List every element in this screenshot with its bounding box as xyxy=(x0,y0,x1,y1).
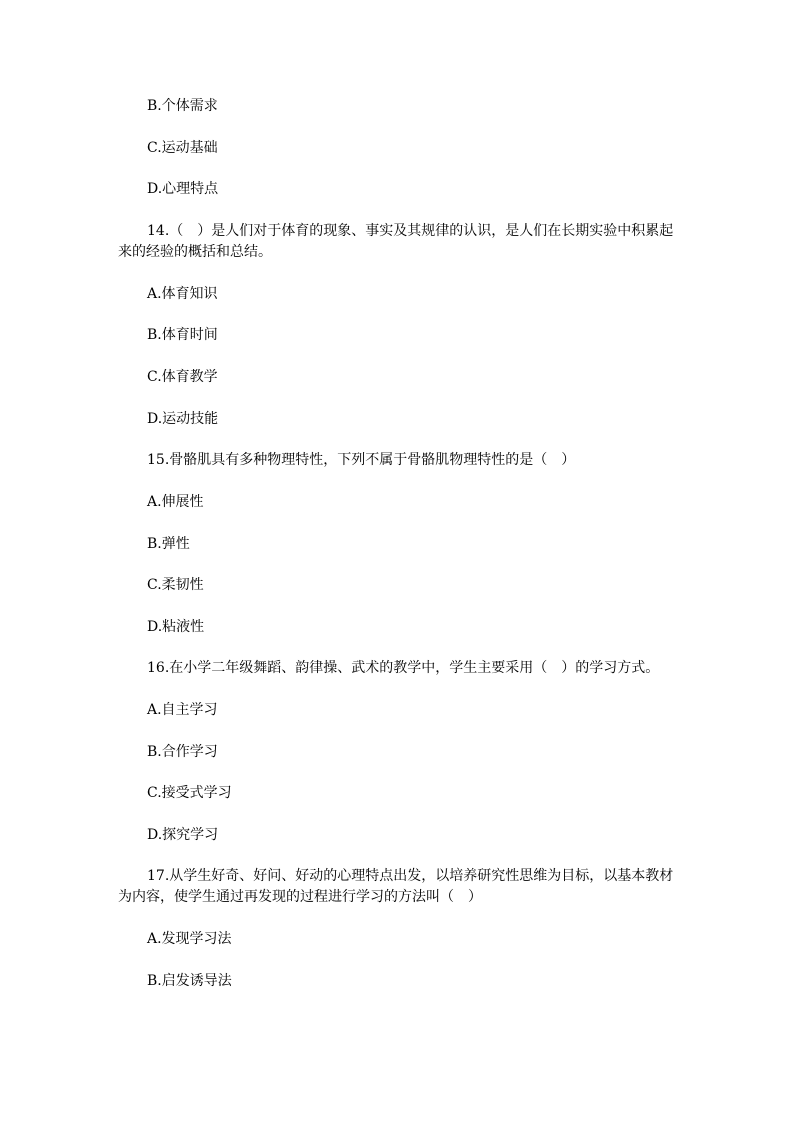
option-17-b: B.启发诱导法 xyxy=(147,973,232,989)
option-14-b: B.体育时间 xyxy=(147,327,218,343)
option-16-c: C.接受式学习 xyxy=(147,785,232,801)
question-15-stem: 15.骨骼肌具有多种物理特性，下列不属于骨骼肌物理特性的是（ ） xyxy=(147,452,576,468)
option-13-c: C.运动基础 xyxy=(147,140,218,156)
option-15-c: C.柔韧性 xyxy=(147,577,204,593)
question-14-stem-line-2: 来的经验的概括和总结。 xyxy=(118,244,272,260)
option-16-d: D.探究学习 xyxy=(147,827,219,843)
question-17-stem-line-2: 为内容，使学生通过再发现的过程进行学习的方法叫（ ） xyxy=(118,889,482,905)
option-16-a: A.自主学习 xyxy=(147,702,218,718)
option-15-b: B.弹性 xyxy=(147,536,190,552)
option-14-a: A.体育知识 xyxy=(147,286,218,302)
option-13-b: B.个体需求 xyxy=(147,98,218,114)
question-16-stem: 16.在小学二年级舞蹈、韵律操、武术的教学中，学生主要采用（ ）的学习方式。 xyxy=(147,660,660,676)
option-15-a: A.伸展性 xyxy=(147,494,204,510)
option-13-d: D.心理特点 xyxy=(147,181,219,197)
option-14-c: C.体育教学 xyxy=(147,369,218,385)
option-14-d: D.运动技能 xyxy=(147,411,219,427)
option-15-d: D.粘液性 xyxy=(147,619,205,635)
option-16-b: B.合作学习 xyxy=(147,744,218,760)
question-17-stem-line-1: 17.从学生好奇、好问、好动的心理特点出发，以培养研究性思维为目标，以基本教材 xyxy=(147,868,674,884)
question-14-stem-line-1: 14.（ ）是人们对于体育的现象、事实及其规律的认识，是人们在长期实验中积累起 xyxy=(147,223,674,239)
option-17-a: A.发现学习法 xyxy=(147,931,232,947)
